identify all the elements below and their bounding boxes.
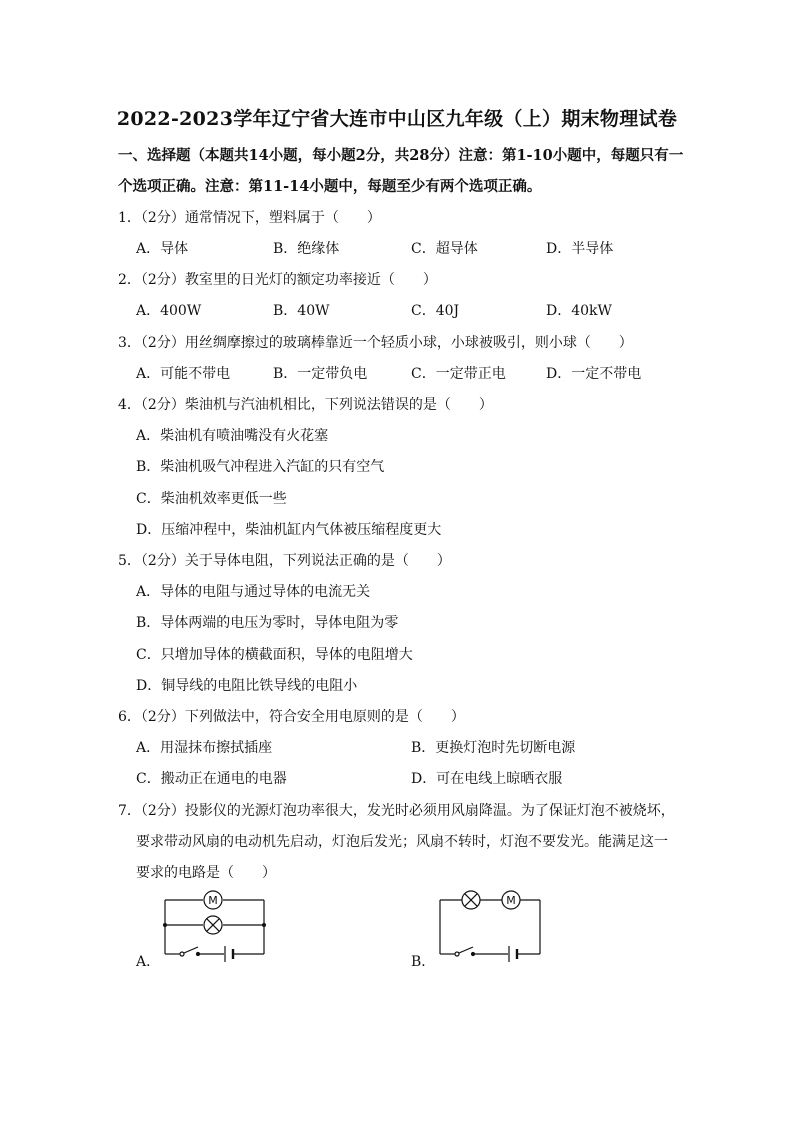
question-2-stem: 2．（2分）教室里的日光灯的额定功率接近（ ） xyxy=(118,272,437,288)
q3-option-d[interactable]: D．一定不带电 xyxy=(546,366,642,382)
q3-option-a[interactable]: A．可能不带电 xyxy=(136,366,231,382)
q1-option-a[interactable]: A．导体 xyxy=(136,241,189,257)
q6-option-d[interactable]: D．可在电线上晾晒衣服 xyxy=(411,771,563,787)
question-7-stem-line3: 要求的电路是（ ） xyxy=(136,865,276,881)
q6-option-a[interactable]: A．用湿抹布擦拭插座 xyxy=(136,740,273,756)
question-5-stem: 5．（2分）关于导体电阻，下列说法正确的是（ ） xyxy=(118,553,451,569)
battery-symbol-b xyxy=(509,946,517,962)
q4-option-a[interactable]: A．柴油机有喷油嘴没有火花塞 xyxy=(136,428,329,444)
svg-text:M: M xyxy=(208,894,218,907)
q5-option-c[interactable]: C．只增加导体的横截面积，导体的电阻增大 xyxy=(136,647,413,663)
q5-option-d[interactable]: D．铜导线的电阻比铁导线的电阻小 xyxy=(136,678,358,694)
question-7-stem-line1: 7．（2分）投影仪的光源灯泡功率很大，发光时必须用风扇降温。为了保证灯泡不被烧坏， xyxy=(118,803,675,819)
lamp-symbol-b xyxy=(462,891,480,909)
q1-option-b[interactable]: B．绝缘体 xyxy=(273,241,340,257)
q4-option-c[interactable]: C．柴油机效率更低一些 xyxy=(136,491,287,507)
lamp-symbol-a xyxy=(204,916,222,934)
question-1-stem: 1．（2分）通常情况下，塑料属于（ ） xyxy=(118,210,381,226)
question-4-stem: 4．（2分）柴油机与汽油机相比，下列说法错误的是（ ） xyxy=(118,397,493,413)
svg-text:M: M xyxy=(506,894,516,907)
motor-symbol-a xyxy=(204,891,222,909)
q2-option-c[interactable]: C．40J xyxy=(411,303,460,319)
q5-option-a[interactable]: A．导体的电阻与通过导体的电流无关 xyxy=(136,584,371,600)
q7-option-a[interactable]: A． xyxy=(136,954,161,970)
question-6-stem: 6．（2分）下列做法中，符合安全用电原则的是（ ） xyxy=(118,709,465,725)
q6-option-b[interactable]: B．更换灯泡时先切断电源 xyxy=(411,740,576,756)
q2-option-b[interactable]: B．40W xyxy=(273,303,330,319)
switch-symbol-b xyxy=(455,947,475,956)
q6-option-c[interactable]: C．搬动正在通电的电器 xyxy=(136,771,287,787)
battery-symbol-a xyxy=(225,946,233,962)
section-heading-line2: 个选项正确。注意：第11-14小题中，每题至少有两个选项正确。 xyxy=(118,178,542,195)
section-heading-line1: 一、选择题（本题共14小题，每小题2分，共28分）注意：第1-10小题中，每题只有一 xyxy=(118,147,684,164)
question-7-stem-line2: 要求带动风扇的电动机先启动，灯泡后发光；风扇不转时，灯泡不要发光。能满足这一 xyxy=(136,834,668,850)
page-title: 2022-2023学年辽宁省大连市中山区九年级（上）期末物理试卷 xyxy=(116,108,678,130)
q1-option-c[interactable]: C．超导体 xyxy=(411,241,478,257)
q2-option-a[interactable]: A．400W xyxy=(136,303,202,319)
circuit-diagram-b xyxy=(434,888,546,968)
q7-option-b[interactable]: B． xyxy=(411,954,436,970)
switch-symbol-a xyxy=(180,947,200,956)
motor-symbol-b xyxy=(502,891,520,909)
q4-option-d[interactable]: D．压缩冲程中，柴油机缸内气体被压缩程度更大 xyxy=(136,522,442,538)
circuit-diagram-a xyxy=(160,888,270,968)
q5-option-b[interactable]: B．导体两端的电压为零时，导体电阻为零 xyxy=(136,615,399,631)
q4-option-b[interactable]: B．柴油机吸气冲程进入汽缸的只有空气 xyxy=(136,459,385,475)
q3-option-c[interactable]: C．一定带正电 xyxy=(411,366,506,382)
q2-option-d[interactable]: D．40kW xyxy=(546,303,612,319)
question-3-stem: 3．（2分）用丝绸摩擦过的玻璃棒靠近一个轻质小球，小球被吸引，则小球（ ） xyxy=(118,335,633,351)
q1-option-d[interactable]: D．半导体 xyxy=(546,241,614,257)
q3-option-b[interactable]: B．一定带负电 xyxy=(273,366,368,382)
